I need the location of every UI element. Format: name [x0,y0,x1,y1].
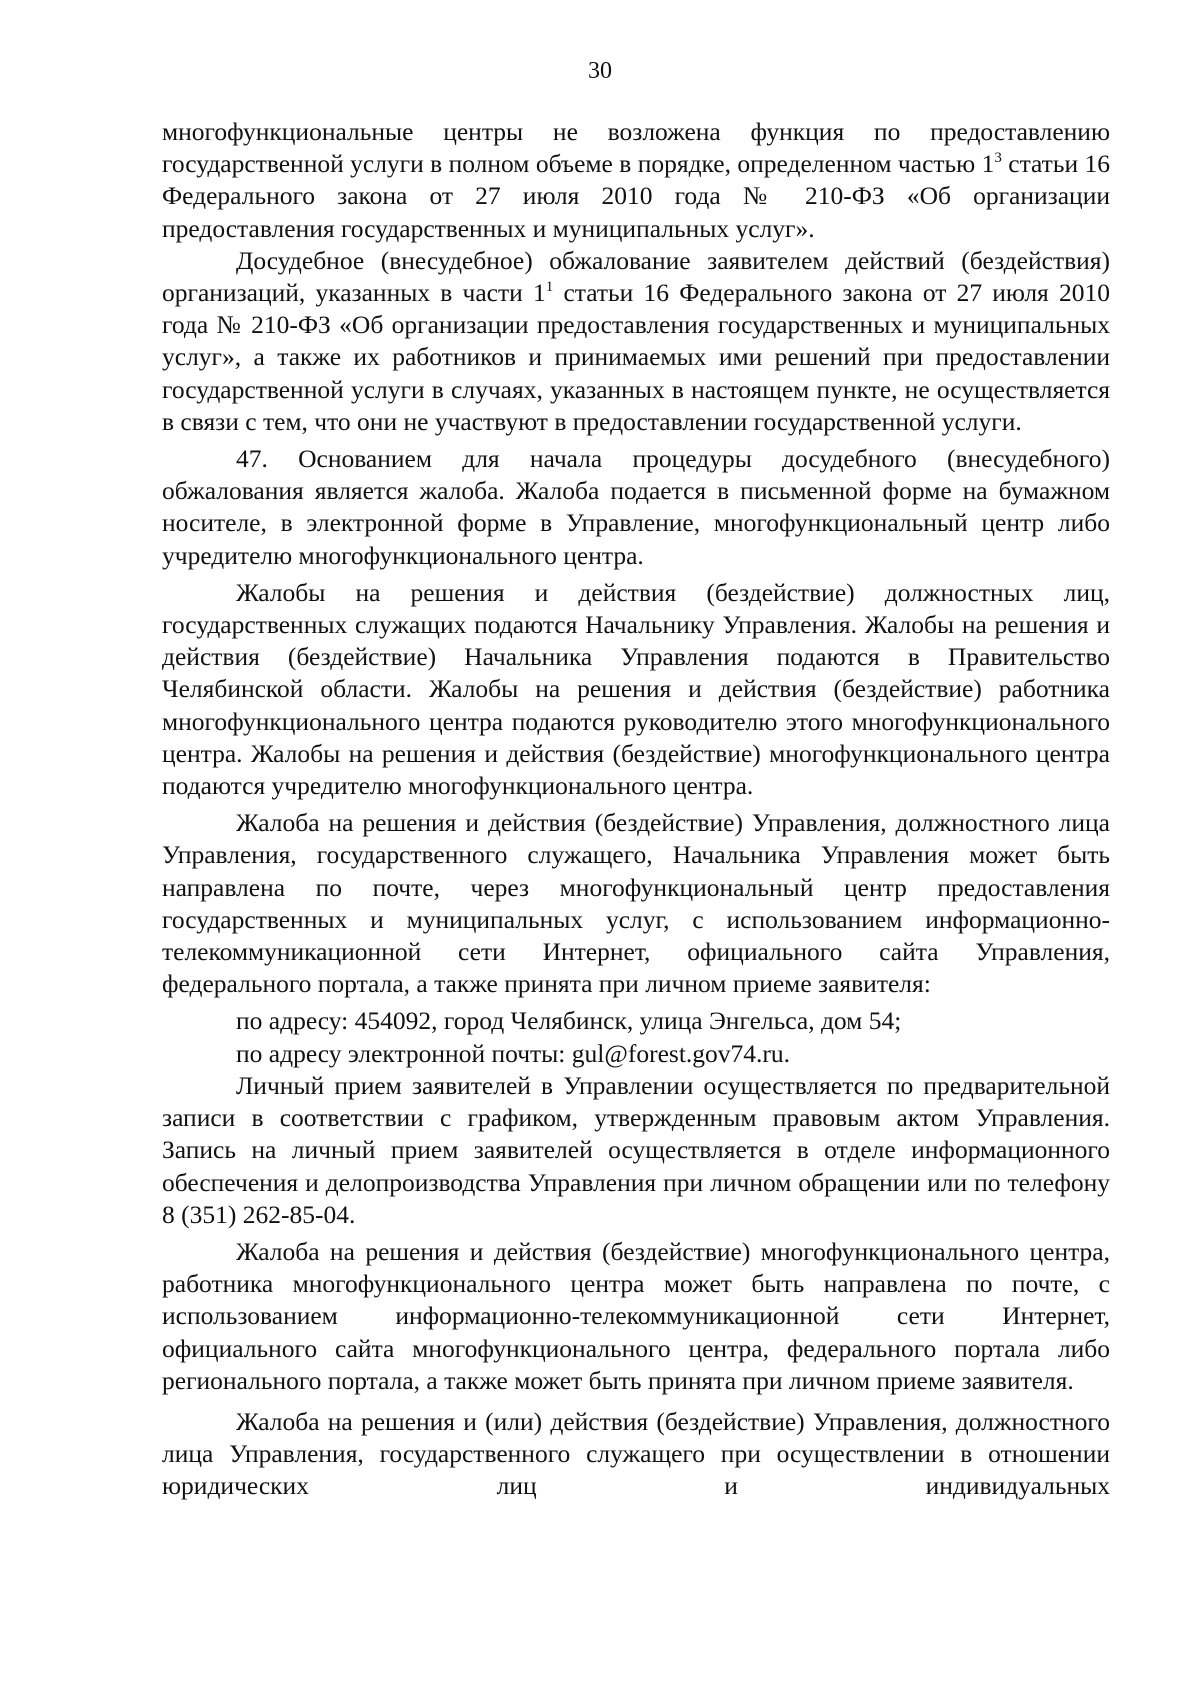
paragraph: Жалоба на решения и (или) действия (бездействие) Управления, должностного лица Управления, государственного служащего при осуществлении в отношении юридических лиц и индивидуальных [162,1406,1110,1501]
address-line: по адресу: 454092, город Челябинск, улица Энгельса, дом 54; [236,1006,902,1036]
paragraph: Жалоба на решения и действия (бездействие) Управления, должностного лица Управления, государственного служащего, Начальника Управления может быть направлена по почте, через многофункциональный центр предоставления государственных и муниципальных услуг, с использованием информационно-телекоммуникационной сети Интернет, официального сайта Управления, федерального портала, а также принята при личном приеме заявителя: [162,808,1110,999]
paragraph: Личный прием заявителей в Управлении осуществляется по предварительной записи в соответствии с графиком, утвержденным правовым актом Управления. Запись на личный прием заявителей осуществляется в отделе информационного обеспечения и делопроизводства Управления при личном обращении или по телефону 8 (351) 262-85-04. [162,1070,1110,1229]
superscript: 3 [994,150,1002,167]
text-run: многофункциональные центры не возложена функция по предоставлению государственной услуги в полном объеме в порядке, определенном частью 1 [162,117,1110,179]
paragraph: 47. Основанием для начала процедуры досудебного (внесудебного) обжалования является жалоба. Жалоба подается в письменной форме на бумажном носителе, в электронной форме в Управление, многофункциональный центр либо учредителю многофункционального центра. [162,444,1110,570]
text-run: Досудебное (внесудебное) обжалование заявителем действий (бездействия) организаций, указанных в части 1 [162,245,1110,308]
page-number: 30 [588,58,612,84]
paragraph: Жалоба на решения и действия (бездействие) многофункционального центра, работника многофункционального центра может быть направлена по почте, с использованием информационно-телекоммуникационной сети Интернет, официального сайта многофункционального центра, федерального портала либо регионального портала, а также может быть принята при личном приеме заявителя. [162,1236,1110,1395]
paragraph: Жалобы на решения и действия (бездействие) должностных лиц, государственных служащих подаются Начальнику Управления. Жалобы на решения и действия (бездействие) Начальника Управления подаются в Правительство Челябинской области. Жалобы на решения и действия (бездействие) работника многофункционального центра подаются руководителю этого многофункционального центра. Жалобы на решения и действия (бездействие) многофункционального центра подаются учредителю многофункционального центра. [162,577,1110,801]
paragraph [162,245,1110,438]
email-line: по адресу электронной почты: gul@forest.gov74.ru. [236,1038,791,1068]
document-body [162,116,1110,1503]
paragraph-continuation [162,116,1110,245]
text-run: статьи 16 Федерального закона от 27 июля 2010 года № 210-ФЗ «Об организации предоставления государственных и муниципальных услуг». [162,149,1110,243]
superscript: 1 [545,279,554,296]
text-run: статьи 16 Федерального закона от 27 июля 2010 года № 210-ФЗ «Об организации предоставления государственных и муниципальных услуг», а также их работников и принимаемых ими решений при предоставлении государственной услуги в случаях, указанных в настоящем пункте, не осуществляется в связи с тем, что они не участвуют в предоставлении государственной услуги. [162,278,1110,436]
